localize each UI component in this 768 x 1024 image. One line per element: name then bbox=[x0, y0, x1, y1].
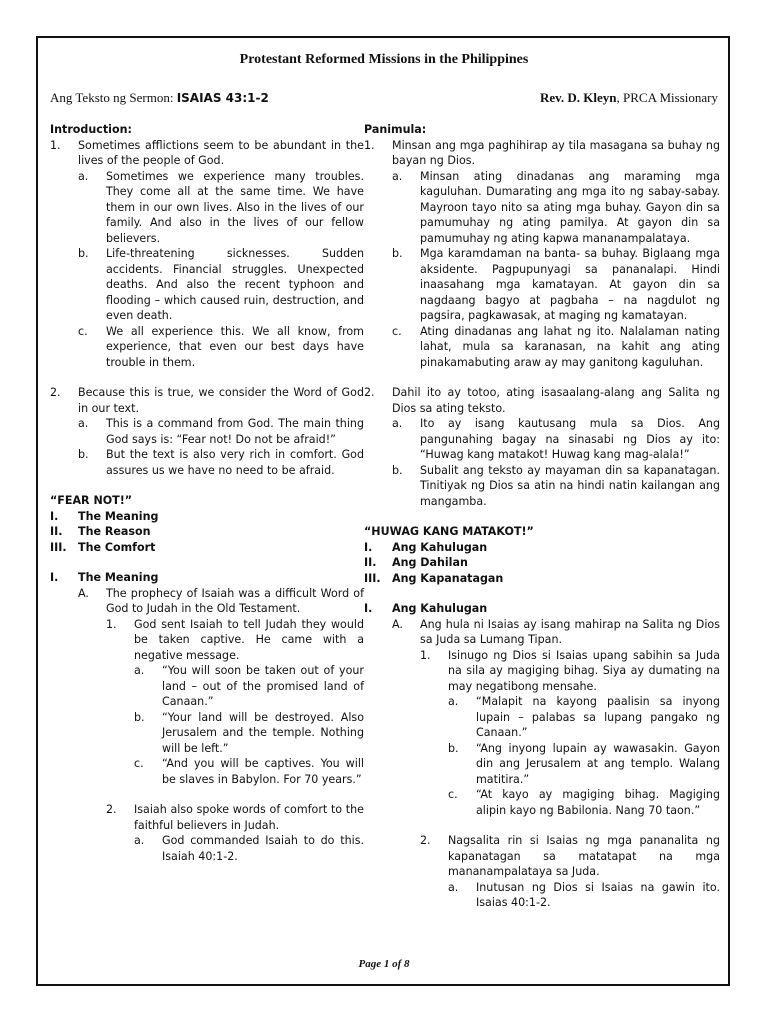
intro-heading: Introduction: bbox=[50, 123, 132, 136]
outline-item: III. The Comfort bbox=[50, 540, 156, 554]
list-item: A. The prophecy of Isaiah was a difficult Word of God to Judah in the Old Testament. bbox=[78, 586, 364, 615]
outline-item: III. Ang Kapanatagan bbox=[364, 571, 504, 585]
english-column bbox=[50, 122, 364, 864]
list-item: a. God commanded Isaiah to do this. Isaiah 40:1-2. bbox=[134, 834, 364, 863]
theme-heading: “HUWAG KANG MATAKOT!” bbox=[364, 525, 534, 538]
list-item: A. Ang hula ni Isaias ay isang mahirap na Salita ng Dios sa Juda sa Lumang Tipan. bbox=[392, 617, 720, 646]
sermon-text-label: Ang Teksto ng Sermon: bbox=[50, 90, 174, 105]
theme-heading: “FEAR NOT!” bbox=[50, 494, 133, 507]
tagalog-column bbox=[364, 122, 720, 911]
list-item: b. Subalit ang teksto ay mayaman din sa kapanatagan. Tinitiyak ng Dios sa atin na hindi natin kailangan ang mangamba. bbox=[392, 463, 720, 508]
list-item: b. But the text is also very rich in comfort. God assures us we have no need to be afraid. bbox=[78, 448, 364, 477]
list-item: 1. God sent Isaiah to tell Judah they would be taken captive. He came with a negative message. bbox=[106, 617, 364, 662]
list-item: 2. Isaiah also spoke words of comfort to the faithful believers in Judah. bbox=[106, 803, 364, 832]
intro-heading: Panimula: bbox=[364, 123, 427, 136]
list-item: a. Sometimes we experience many troubles. They come all at the same time. We have them in our own lives. Also in the lives of our family. And also in the lives of our fellow believers. bbox=[78, 169, 364, 245]
list-item: 1. Isinugo ng Dios si Isaias upang sabihin sa Juda na sila ay magiging bihag. Siya ay dumating na may negatibong mensahe. bbox=[420, 648, 720, 693]
list-item: c. “At kayo ay magiging bihag. Magiging alipin kayo ng Babilonia. Nang 70 taon.” bbox=[448, 788, 720, 817]
author-role: , PRCA Missionary bbox=[616, 90, 718, 105]
list-item: a. Inutusan ng Dios si Isaias na gawin ito. Isaias 40:1-2. bbox=[448, 880, 720, 909]
list-item: c. Ating dinadanas ang lahat ng ito. Nalalaman nating lahat, mula sa karanasan, na kahit ang ating pinakamabuting araw ay may ganitong kaguluhan. bbox=[392, 324, 720, 369]
list-item: b. “Your land will be destroyed. Also Jerusalem and the temple. Nothing will be left.” bbox=[134, 710, 364, 755]
list-item: b. Life-threatening sicknesses. Sudden accidents. Financial struggles. Unexpected deaths. And also the recent typhoon and flooding – which caused ruin, destruction, and even death. bbox=[78, 247, 364, 322]
list-item: a. Ito ay isang kautusang mula sa Dios. Ang pangunahing bagay na sinasabi ng Dios ay ito: “Huwag kang matakot! Huwag kang mag-alala!” bbox=[392, 417, 720, 461]
outline-item: II. Ang Dahilan bbox=[364, 556, 468, 569]
author-name: Rev. D. Kleyn bbox=[539, 90, 617, 105]
section-heading: I. Ang Kahulugan bbox=[364, 602, 488, 615]
list-item: c. We all experience this. We all know, from experience, that even our best days have trouble in them. bbox=[78, 324, 364, 369]
list-item: 2. Nagsalita rin si Isaias ng mga pananalita ng kapanatagan sa matatapat na mga mananampalataya sa Juda. bbox=[420, 834, 720, 878]
list-item: a. “You will soon be taken out of your land – out of the promised land of Canaan.” bbox=[134, 664, 364, 708]
list-item: a. Minsan ating dinadanas ang maraming mga kaguluhan. Dumarating ang mga ito ng sabay-sabay. Mayroon tayo nito sa ating mga buhay. Gayon din sa pamumuhay ng ating pamilya. At gayon din sa pamumuhay ng ating kapwa mananampalataya. bbox=[392, 169, 720, 245]
outline-item: I. The Meaning bbox=[50, 509, 159, 523]
list-item: 2. Dahil ito ay totoo, ating isasaalang-alang ang Salita ng Dios sa ating teksto. bbox=[364, 386, 720, 415]
outline-item: I. Ang Kahulugan bbox=[364, 540, 488, 554]
list-item: 1. Minsan ang mga paghihirap ay tila masagana sa buhay ng bayan ng Dios. bbox=[364, 138, 720, 167]
list-item: b. “Ang inyong lupain ay wawasakin. Gayon din ang Jerusalem at ang templo. Walang matitira.” bbox=[448, 741, 720, 786]
sermon-text-ref: ISAIAS 43:1-2 bbox=[176, 91, 269, 105]
list-item: b. Mga karamdaman na banta- sa buhay. Biglaang mga aksidente. Pagpupunyagi sa pananalapi. Hindi inaasahang mga kamatayan. At gayon din sa nagdaang bagyo at pagbaha – na nagdulot ng pagsira, pagkawasak, at maging ng kamatayan. bbox=[392, 247, 720, 322]
list-item: a. This is a command from God. The main thing God says is: “Fear not! Do not be afraid!” bbox=[78, 417, 364, 446]
list-item: 1. Sometimes afflictions seem to be abundant in the lives of the people of God. bbox=[50, 138, 364, 167]
sermon-text-reference bbox=[50, 90, 269, 106]
page-number: Page 1 of 8 bbox=[358, 958, 410, 970]
list-item: c. “And you will be captives. You will be slaves in Babylon. For 70 years.” bbox=[134, 757, 364, 786]
list-item: a. “Malapit na kayong paalisin sa inyong lupain – palabas sa lupang pangako ng Canaan.” bbox=[448, 695, 720, 739]
outline-item: II. The Reason bbox=[50, 525, 151, 538]
section-heading: I. The Meaning bbox=[50, 571, 159, 584]
document-title: Protestant Reformed Missions in the Philippines bbox=[239, 52, 529, 67]
list-item: 2. Because this is true, we consider the Word of God in our text. bbox=[50, 386, 364, 415]
author-line bbox=[540, 90, 718, 106]
